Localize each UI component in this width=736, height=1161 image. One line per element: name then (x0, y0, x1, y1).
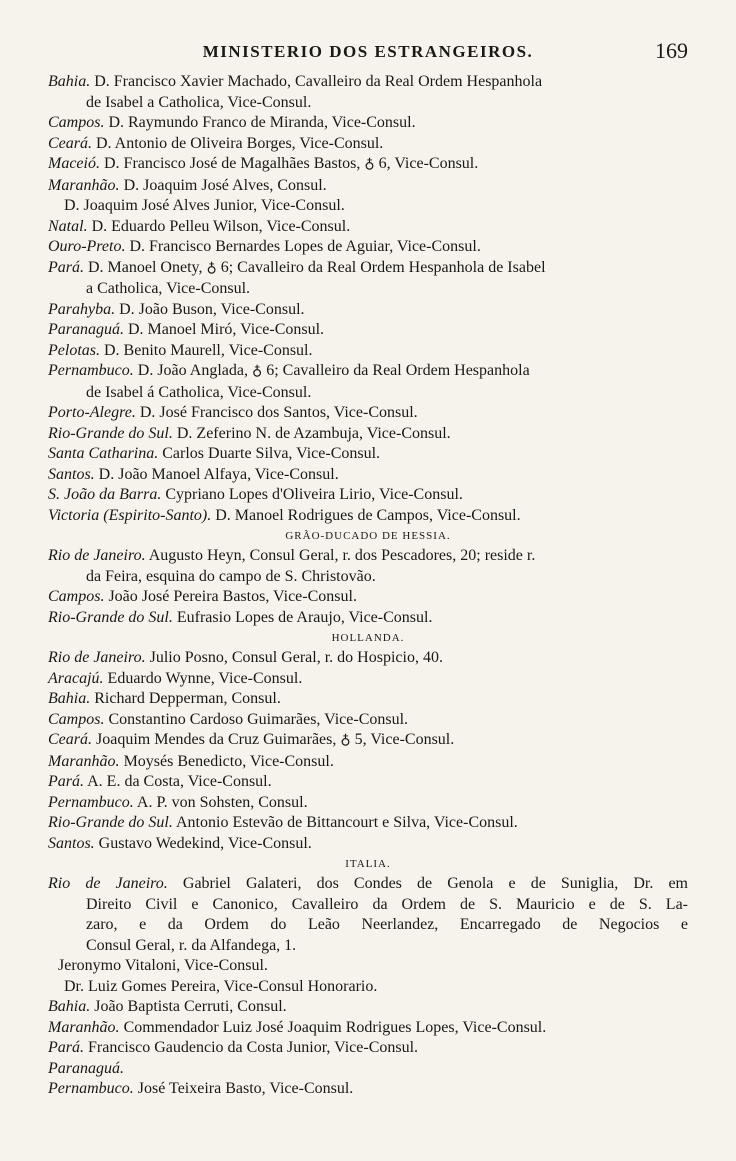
place-name: Pará. (48, 773, 84, 790)
entry-continuation (48, 279, 688, 300)
order-cross-icon: ♁ (364, 157, 375, 172)
place-name: Parahyba. (48, 300, 116, 318)
place-name: Porto-Alegre. (48, 404, 136, 421)
entry-text: João Baptista Cerruti, Consul. (90, 998, 287, 1015)
entry-line (48, 793, 688, 814)
place-name: Aracajú. (48, 669, 104, 687)
entry-text: José Teixeira Basto, Vice-Consul. (133, 1080, 354, 1097)
place-name: Bahia. (48, 998, 91, 1015)
entry-text-tail: 6; Cavalleiro da Real Ordem Hespanhola (262, 362, 530, 379)
entry-continuation (48, 567, 688, 588)
entry-text-tail: 6; Cavalleiro da Real Ordem Hespanhola de Isabel (216, 258, 546, 276)
place-name: Victoria (Espirito-Santo). (48, 506, 212, 524)
entry-text: zaro, e da Ordem do Leão Neerlandez, Encarregado de Negocios e (86, 916, 688, 933)
entry-text: Moysés Benedicto, Vice-Consul. (119, 752, 334, 770)
entry-text: A. E. da Costa, Vice-Consul. (84, 773, 272, 790)
entry-continuation (48, 383, 688, 404)
entry-line (48, 997, 688, 1018)
entry-text: Commendador Luiz José Joaquim Rodrigues Lopes, Vice-Consul. (119, 1018, 547, 1036)
place-name: Rio-Grande do Sul. (48, 608, 173, 626)
entry-text: D. Manoel Miró, Vice-Consul. (124, 321, 325, 338)
entry-line (48, 113, 688, 134)
entry-continuation (48, 956, 688, 977)
place-name: Maceió. (48, 155, 100, 172)
entry-text: Constantino Cardoso Guimarães, Vice-Consul. (104, 710, 409, 728)
entry-line (48, 730, 688, 752)
consul-list (48, 72, 688, 1100)
entry-line (48, 1079, 688, 1100)
entry-line (48, 874, 688, 895)
place-name: Bahia. (48, 690, 91, 707)
place-name: Campos. (48, 710, 105, 728)
place-name: Rio-Grande do Sul. (48, 814, 173, 831)
place-name: Paranaguá. (48, 321, 124, 338)
section-heading: GRÃO-DUCADO DE HESSIA. (285, 530, 451, 542)
entry-continuation (48, 977, 688, 998)
entry-text: D. João Manoel Alfaya, Vice-Consul. (94, 465, 339, 483)
place-name: Pernambuco. (48, 362, 134, 379)
entry-text: Eduardo Wynne, Vice-Consul. (103, 669, 303, 687)
entry-text-tail: 6, Vice-Consul. (374, 155, 479, 172)
page-header (48, 38, 688, 72)
entry-line (48, 669, 688, 690)
entry-text: D. Raymundo Franco de Miranda, Vice-Consul. (104, 114, 416, 131)
entry-continuation (48, 936, 688, 957)
entry-line (48, 1059, 688, 1080)
place-name: Pará. (48, 258, 84, 276)
section-heading: HOLLANDA. (331, 632, 405, 644)
entry-continuation (48, 915, 688, 936)
entry-line (48, 134, 688, 155)
order-cross-icon: ♁ (206, 260, 217, 276)
entry-text: da Feira, esquina do campo de S. Christovão. (86, 567, 376, 585)
order-cross-icon: ♁ (340, 733, 351, 748)
entry-text: D. João Anglada, (133, 362, 252, 379)
entry-text: Julio Posno, Consul Geral, r. do Hospicio, 40. (145, 649, 443, 666)
entry-text: D. João Buson, Vice-Consul. (115, 300, 305, 318)
entry-text: Richard Depperman, Consul. (90, 690, 281, 707)
entry-line (48, 648, 688, 669)
place-name: S. João da Barra. (48, 486, 162, 503)
entry-text: D. Manoel Rodrigues de Campos, Vice-Consul. (211, 506, 521, 524)
entry-continuation (48, 93, 688, 114)
place-name: Rio de Janeiro. (48, 875, 168, 892)
entry-line (48, 154, 688, 176)
place-name: Natal. (48, 217, 88, 235)
entry-line (48, 587, 688, 608)
entry-line (48, 485, 688, 506)
place-name: Santos. (48, 834, 95, 852)
entry-line (48, 320, 688, 341)
place-name: Santa Catharina. (48, 445, 159, 462)
entry-text: Eufrasio Lopes de Araujo, Vice-Consul. (172, 608, 433, 626)
entry-text: D. Eduardo Pelleu Wilson, Vice-Consul. (87, 217, 351, 235)
entry-line (48, 546, 688, 567)
entry-line (48, 465, 688, 486)
place-name: Santos. (48, 465, 95, 483)
entry-continuation (48, 895, 688, 916)
entry-text: D. Francisco Bernardes Lopes de Aguiar, Vice-Consul. (125, 238, 481, 255)
entry-continuation (48, 196, 688, 217)
entry-line (48, 424, 688, 445)
entry-line (48, 506, 688, 527)
entry-text: D. Benito Maurell, Vice-Consul. (100, 341, 313, 359)
document-page (48, 38, 688, 1100)
entry-text: Gabriel Galateri, dos Condes de Genola e de Suniglia, Dr. em (167, 875, 688, 892)
place-name: Maranhão. (48, 176, 120, 194)
entry-line (48, 72, 688, 93)
entry-text: Jeronymo Vitaloni, Vice-Consul. (58, 957, 268, 974)
entry-text: Antonio Estevão de Bittancourt e Silva, Vice-Consul. (172, 814, 518, 831)
entry-text: D. Francisco Xavier Machado, Cavalleiro da Real Ordem Hespanhola (90, 73, 543, 90)
entry-line (48, 813, 688, 834)
entry-text: Carlos Duarte Silva, Vice-Consul. (158, 445, 381, 462)
place-name: Pernambuco. (48, 1080, 134, 1097)
entry-line (48, 1038, 688, 1059)
entry-text: D. José Francisco dos Santos, Vice-Consul. (135, 404, 418, 421)
place-name: Campos. (48, 114, 105, 131)
entry-line (48, 258, 688, 280)
running-title: MINISTERIO DOS ESTRANGEIROS. (202, 42, 534, 61)
entry-line (48, 176, 688, 197)
order-cross-icon: ♁ (251, 364, 263, 379)
entry-text: D. Antonio de Oliveira Borges, Vice-Consul. (92, 134, 384, 152)
entry-line (48, 217, 688, 238)
place-name: Bahia. (48, 73, 91, 90)
place-name: Ceará. (48, 731, 92, 748)
entry-line (48, 710, 688, 731)
entry-line (48, 361, 688, 383)
entry-line (48, 403, 688, 424)
entry-text: Cypriano Lopes d'Oliveira Lirio, Vice-Consul. (161, 486, 463, 503)
place-name: Paranaguá. (48, 1059, 124, 1077)
place-name: Maranhão. (48, 1018, 120, 1036)
place-name: Pará. (48, 1039, 84, 1056)
entry-line (48, 444, 688, 465)
entry-text: A. P. von Sohsten, Consul. (133, 793, 308, 811)
entry-text: Gustavo Wedekind, Vice-Consul. (94, 834, 312, 852)
entry-line (48, 341, 688, 362)
place-name: Ceará. (48, 134, 92, 152)
entry-line (48, 1018, 688, 1039)
entry-text: de Isabel á Catholica, Vice-Consul. (86, 383, 312, 401)
entry-text: Francisco Gaudencio da Costa Junior, Vice-Consul. (84, 1039, 419, 1056)
section-heading: ITALIA. (345, 858, 391, 870)
place-name: Campos. (48, 588, 105, 605)
entry-line (48, 689, 688, 710)
place-name: Ouro-Preto. (48, 238, 126, 255)
entry-text: D. Francisco José de Magalhães Bastos, (99, 155, 365, 172)
entry-line (48, 300, 688, 321)
place-name: Maranhão. (48, 752, 120, 770)
page-number: 169 (655, 38, 688, 63)
place-name: Rio-Grande do Sul. (48, 424, 173, 442)
place-name: Pernambuco. (48, 793, 134, 811)
entry-text: Dr. Luiz Gomes Pereira, Vice-Consul Honorario. (64, 977, 378, 995)
entry-text: João José Pereira Bastos, Vice-Consul. (104, 588, 357, 605)
entry-text: D. Joaquim José Alves, Consul. (119, 176, 327, 194)
entry-text: Direito Civil e Canonico, Cavalleiro da Ordem de S. Mauricio e de S. La- (86, 895, 688, 913)
entry-line (48, 834, 688, 855)
entry-text: de Isabel a Catholica, Vice-Consul. (86, 93, 312, 111)
entry-line (48, 608, 688, 629)
entry-text: D. Manoel Onety, (84, 258, 207, 276)
entry-line (48, 772, 688, 793)
entry-text: Augusto Heyn, Consul Geral, r. dos Pescadores, 20; reside r. (145, 547, 536, 564)
entry-text: D. Zeferino N. de Azambuja, Vice-Consul. (172, 424, 451, 442)
place-name: Rio de Janeiro. (48, 649, 146, 666)
entry-text: a Catholica, Vice-Consul. (86, 280, 251, 297)
place-name: Rio de Janeiro. (48, 547, 146, 564)
place-name: Pelotas. (48, 341, 100, 359)
entry-line (48, 237, 688, 258)
entry-text: D. Joaquim José Alves Junior, Vice-Consul. (64, 197, 345, 214)
entry-line (48, 752, 688, 773)
entry-text: Consul Geral, r. da Alfandega, 1. (86, 936, 297, 954)
entry-text: Joaquim Mendes da Cruz Guimarães, (92, 731, 341, 748)
entry-text-tail: 5, Vice-Consul. (350, 731, 455, 748)
